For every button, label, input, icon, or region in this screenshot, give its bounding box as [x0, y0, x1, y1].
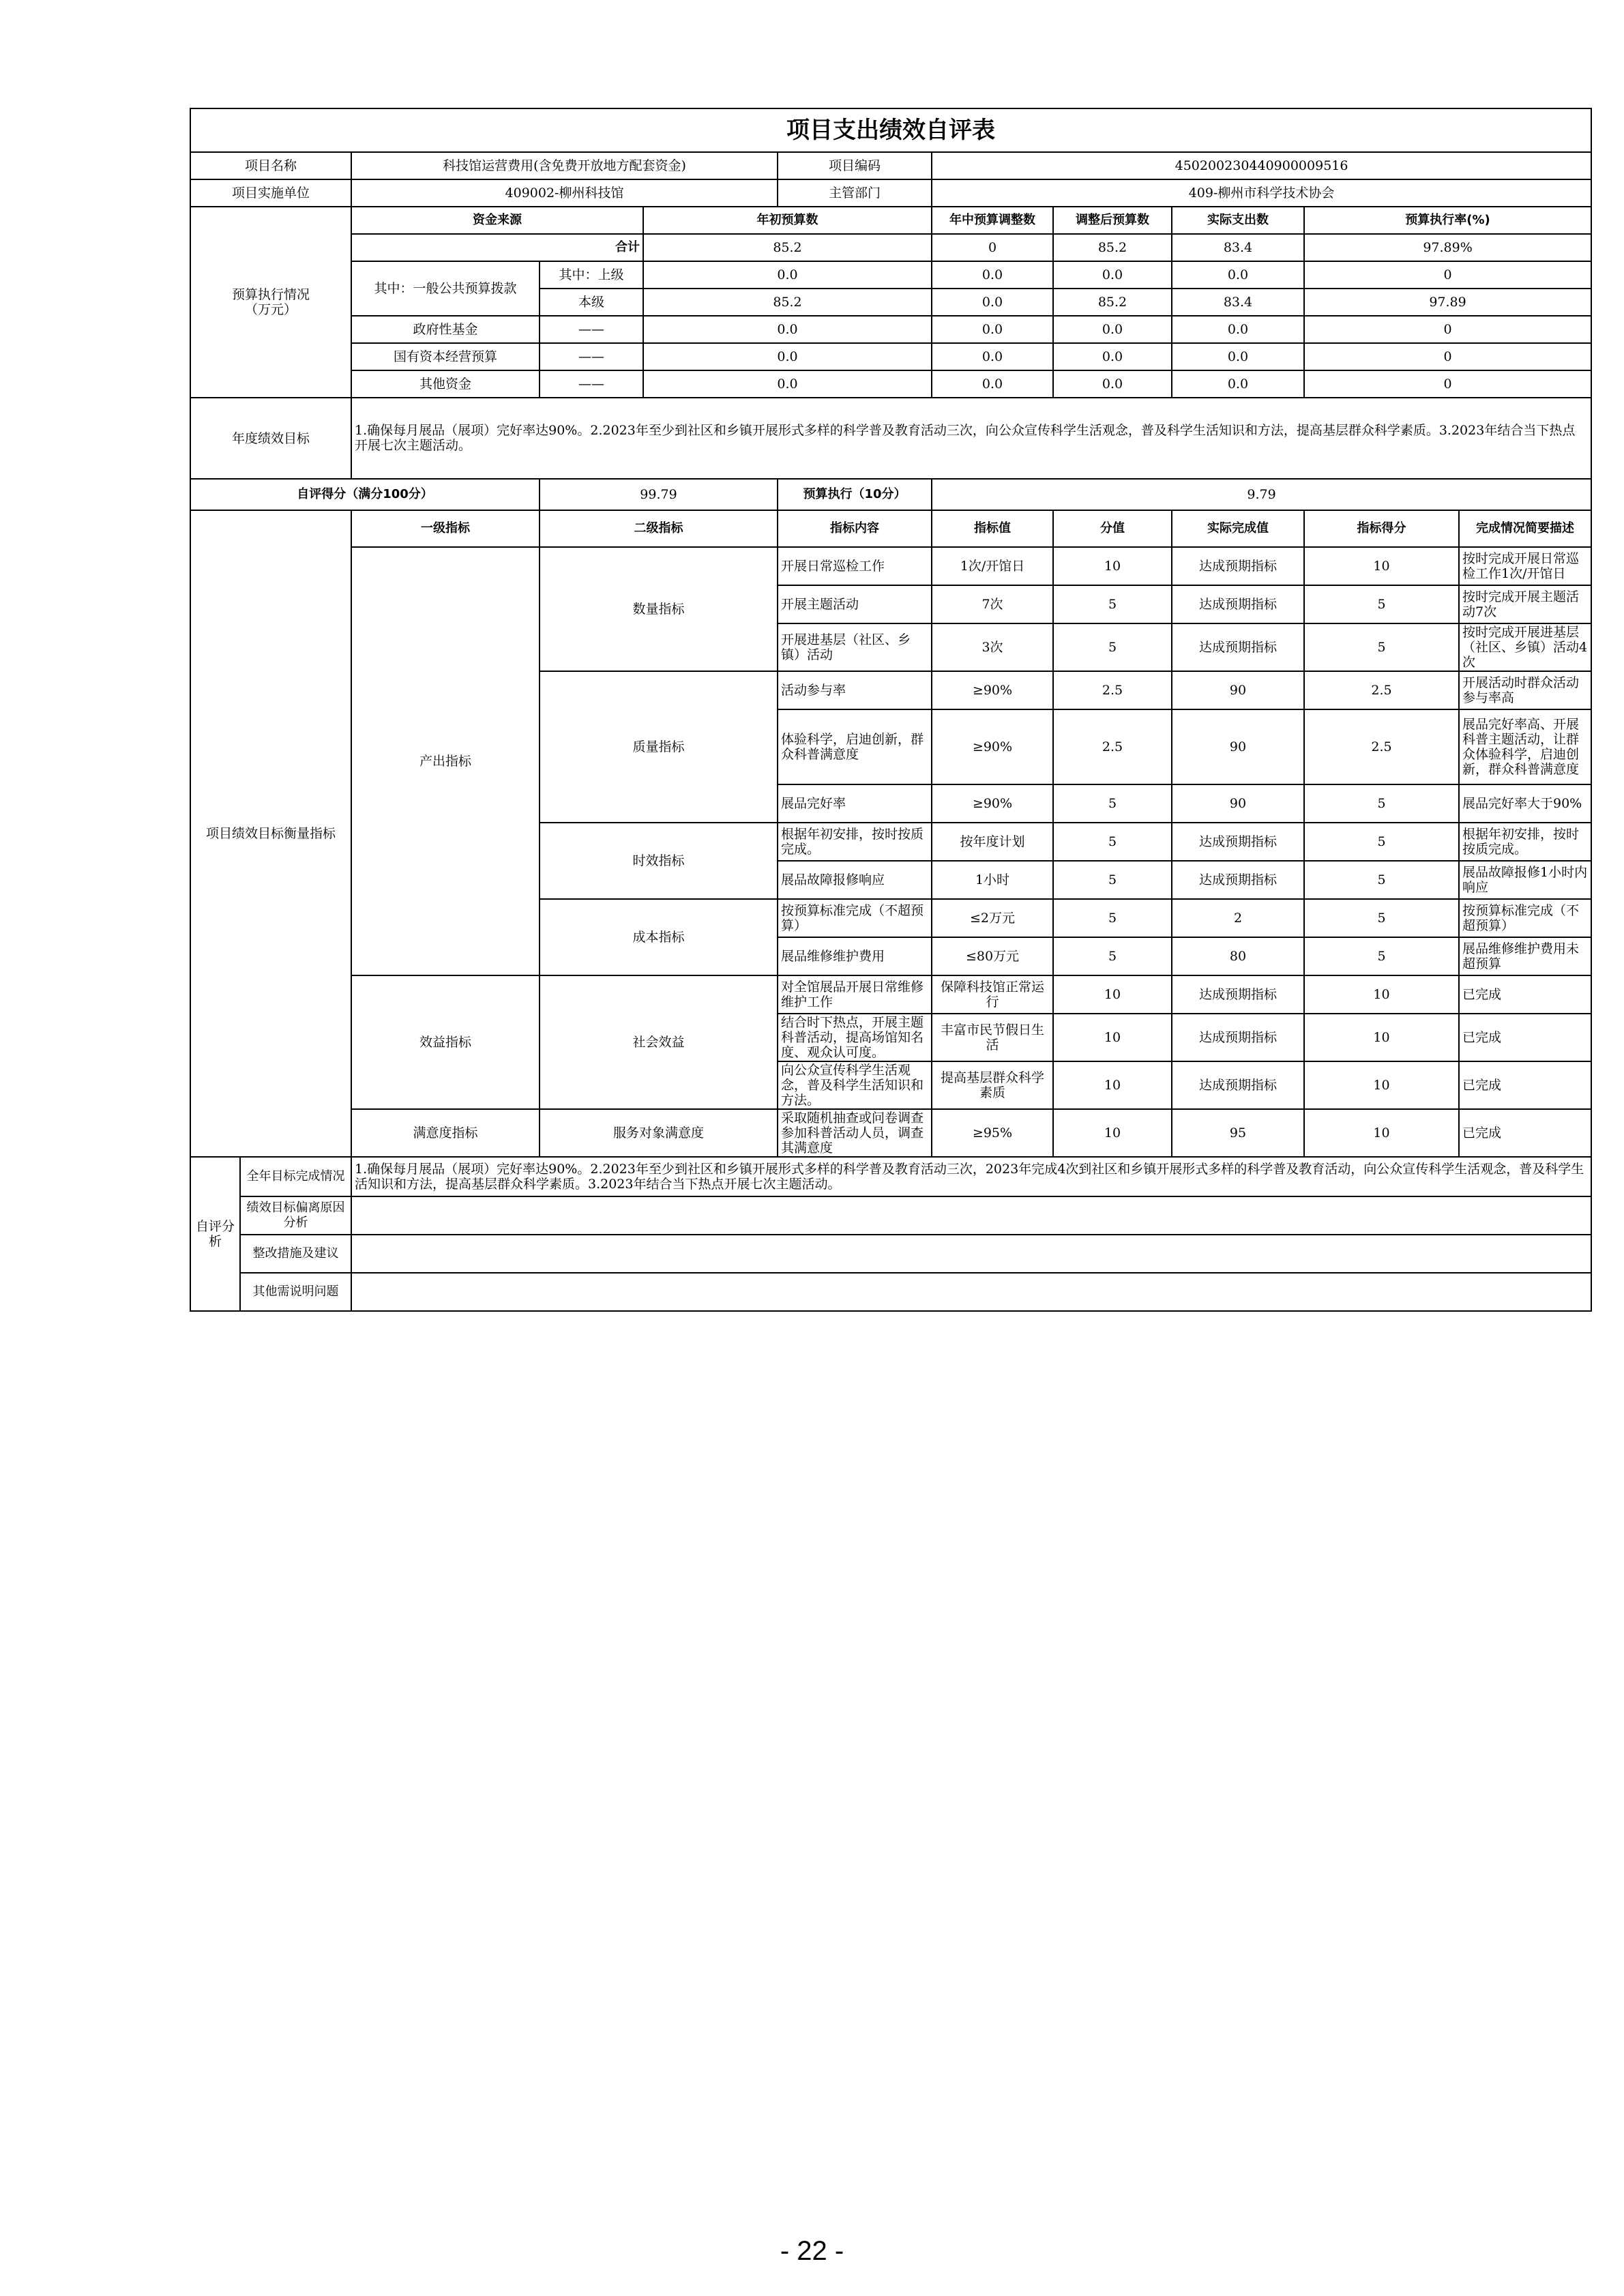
indicator-desc: 展品维修维护费用未超预算 — [1459, 937, 1591, 975]
budget-header-initial: 年初预算数 — [643, 207, 932, 234]
indicator-desc: 展品完好率大于90% — [1459, 784, 1591, 823]
indicator-actual: 90 — [1172, 709, 1304, 784]
indicator-actual: 90 — [1172, 784, 1304, 823]
budget-other-actual: 0.0 — [1172, 370, 1304, 398]
analysis-deviation-label: 绩效目标偏离原因分析 — [240, 1196, 351, 1235]
indicator-score: 10 — [1304, 1014, 1459, 1061]
indicator-content: 活动参与率 — [778, 671, 932, 709]
indicator-target: 7次 — [932, 585, 1053, 623]
analysis-measures-text — [351, 1235, 1591, 1273]
budget-local-adjusted: 85.2 — [1053, 289, 1172, 316]
self-score-label: 自评得分（满分100分） — [190, 479, 540, 510]
budget-header-adjusted: 调整后预算数 — [1053, 207, 1172, 234]
budget-header-rate: 预算执行率(%) — [1304, 207, 1591, 234]
indicator-desc: 按时完成开展进基层（社区、乡镇）活动4次 — [1459, 623, 1591, 671]
indicator-content: 结合时下热点，开展主题科普活动，提高场馆知名度、观众认可度。 — [778, 1014, 932, 1061]
budget-total-actual: 83.4 — [1172, 234, 1304, 261]
indicator-weight: 5 — [1053, 861, 1172, 899]
analysis-measures-label: 整改措施及建议 — [240, 1235, 351, 1273]
budget-other-adjusted: 0.0 — [1053, 370, 1172, 398]
indicator-target: 1小时 — [932, 861, 1053, 899]
project-code-value: 450200230440900009516 — [932, 152, 1591, 179]
budget-gov-fund-adjust: 0.0 — [932, 316, 1053, 343]
indicator-target: 1次/开馆日 — [932, 547, 1053, 585]
budget-local-initial: 85.2 — [643, 289, 932, 316]
budget-gov-fund-initial: 0.0 — [643, 316, 932, 343]
budget-gov-fund-actual: 0.0 — [1172, 316, 1304, 343]
budget-exec-label: 预算执行（10分） — [778, 479, 932, 510]
indicator-target: ≥90% — [932, 784, 1053, 823]
budget-total-label: 合计 — [351, 234, 643, 261]
self-score-value: 99.79 — [540, 479, 778, 510]
budget-gov-fund-rate: 0 — [1304, 316, 1591, 343]
indicator-content: 展品故障报修响应 — [778, 861, 932, 899]
budget-gov-fund-dash: —— — [540, 316, 643, 343]
analysis-completion-text: 1.确保每月展品（展项）完好率达90%。2.2023年至少到社区和乡镇开展形式多样的科学普及教育活动三次，2023年完成4次到社区和乡镇开展形式多样的科学普及教育活动，向公众宣传科学生活观念，普及科学生活知识和方法，提高基层群众科学素质。3.2023年结合当下热点开展七次主题活动。 — [351, 1157, 1591, 1196]
budget-other-initial: 0.0 — [643, 370, 932, 398]
budget-total-initial: 85.2 — [643, 234, 932, 261]
budget-state-capital-adjusted: 0.0 — [1053, 343, 1172, 370]
project-code-label: 项目编码 — [778, 152, 932, 179]
indicator-weight: 5 — [1053, 623, 1172, 671]
budget-state-capital-initial: 0.0 — [643, 343, 932, 370]
dept-value: 409-柳州市科学技术协会 — [932, 179, 1591, 207]
indicator-score: 5 — [1304, 623, 1459, 671]
budget-upper-rate: 0 — [1304, 261, 1591, 289]
indicator-actual: 达成预期指标 — [1172, 585, 1304, 623]
indicator-weight: 5 — [1053, 937, 1172, 975]
budget-header-actual: 实际支出数 — [1172, 207, 1304, 234]
indicator-score: 10 — [1304, 975, 1459, 1014]
indicator-header-desc: 完成情况简要描述 — [1459, 510, 1591, 547]
indicator-desc: 展品故障报修1小时内响应 — [1459, 861, 1591, 899]
page-number: - 22 - — [780, 2236, 844, 2266]
indicator-target: ≤80万元 — [932, 937, 1053, 975]
budget-section-label: 预算执行情况 （万元） — [190, 207, 351, 398]
project-name-value: 科技馆运营费用(含免费开放地方配套资金) — [351, 152, 778, 179]
indicator-actual: 达成预期指标 — [1172, 975, 1304, 1014]
indicator-score: 2.5 — [1304, 671, 1459, 709]
indicator-weight: 2.5 — [1053, 709, 1172, 784]
page-title: 项目支出绩效自评表 — [190, 108, 1591, 152]
indicator-content: 展品完好率 — [778, 784, 932, 823]
annual-goal-label: 年度绩效目标 — [190, 398, 351, 479]
indicator-desc: 按时完成开展日常巡检工作1次/开馆日 — [1459, 547, 1591, 585]
budget-exec-value: 9.79 — [932, 479, 1591, 510]
budget-total-rate: 97.89% — [1304, 234, 1591, 261]
budget-local-rate: 97.89 — [1304, 289, 1591, 316]
indicator-header-score: 指标得分 — [1304, 510, 1459, 547]
indicator-desc: 按时完成开展主题活动7次 — [1459, 585, 1591, 623]
indicator-weight: 5 — [1053, 784, 1172, 823]
indicator-content: 体验科学，启迪创新，群众科普满意度 — [778, 709, 932, 784]
performance-evaluation-table — [190, 108, 1592, 1312]
indicator-score: 5 — [1304, 585, 1459, 623]
indicator-desc: 已完成 — [1459, 1014, 1591, 1061]
indicator-level2-service: 服务对象满意度 — [540, 1109, 778, 1157]
indicator-weight: 10 — [1053, 1014, 1172, 1061]
indicator-score: 5 — [1304, 823, 1459, 861]
indicator-score: 10 — [1304, 1061, 1459, 1109]
indicator-actual: 80 — [1172, 937, 1304, 975]
budget-header-adjust: 年中预算调整数 — [932, 207, 1053, 234]
indicator-target: 3次 — [932, 623, 1053, 671]
unit-label: 项目实施单位 — [190, 179, 351, 207]
budget-other-rate: 0 — [1304, 370, 1591, 398]
indicator-content: 根据年初安排，按时按质完成。 — [778, 823, 932, 861]
indicator-level2-quality: 质量指标 — [540, 671, 778, 823]
indicator-weight: 5 — [1053, 899, 1172, 937]
budget-other-label: 其他资金 — [351, 370, 540, 398]
indicator-weight: 5 — [1053, 823, 1172, 861]
indicator-content: 开展日常巡检工作 — [778, 547, 932, 585]
indicator-content: 按预算标准完成（不超预算） — [778, 899, 932, 937]
indicator-row — [190, 1109, 1591, 1157]
indicator-desc: 已完成 — [1459, 975, 1591, 1014]
budget-gov-fund-label: 政府性基金 — [351, 316, 540, 343]
budget-other-adjust: 0.0 — [932, 370, 1053, 398]
indicator-target: ≥95% — [932, 1109, 1053, 1157]
indicator-header-level1: 一级指标 — [351, 510, 540, 547]
budget-state-capital-dash: —— — [540, 343, 643, 370]
indicator-row — [190, 547, 1591, 585]
indicator-weight: 5 — [1053, 585, 1172, 623]
budget-local-adjust: 0.0 — [932, 289, 1053, 316]
budget-state-capital-rate: 0 — [1304, 343, 1591, 370]
indicator-weight: 10 — [1053, 1061, 1172, 1109]
indicator-target: ≥90% — [932, 671, 1053, 709]
indicator-target: ≥90% — [932, 709, 1053, 784]
budget-state-capital-label: 国有资本经营预算 — [351, 343, 540, 370]
budget-other-dash: —— — [540, 370, 643, 398]
indicator-desc: 已完成 — [1459, 1061, 1591, 1109]
indicator-score: 5 — [1304, 937, 1459, 975]
budget-state-capital-adjust: 0.0 — [932, 343, 1053, 370]
indicator-content: 开展主题活动 — [778, 585, 932, 623]
indicator-content: 开展进基层（社区、乡镇）活动 — [778, 623, 932, 671]
budget-general-label: 其中：一般公共预算拨款 — [351, 261, 540, 316]
indicator-level1-benefit: 效益指标 — [351, 975, 540, 1109]
analysis-other-text — [351, 1273, 1591, 1311]
indicator-level2-timeliness: 时效指标 — [540, 823, 778, 899]
indicator-content: 采取随机抽查或问卷调查参加科普活动人员，调查其满意度 — [778, 1109, 932, 1157]
indicator-content: 展品维修维护费用 — [778, 937, 932, 975]
indicator-level2-social: 社会效益 — [540, 975, 778, 1109]
indicator-actual: 达成预期指标 — [1172, 623, 1304, 671]
indicator-actual: 2 — [1172, 899, 1304, 937]
analysis-other-label: 其他需说明问题 — [240, 1273, 351, 1311]
budget-state-capital-actual: 0.0 — [1172, 343, 1304, 370]
indicator-header-actual: 实际完成值 — [1172, 510, 1304, 547]
indicator-header-target: 指标值 — [932, 510, 1053, 547]
indicator-target: 保障科技馆正常运行 — [932, 975, 1053, 1014]
budget-upper-adjust: 0.0 — [932, 261, 1053, 289]
analysis-deviation-text — [351, 1196, 1591, 1235]
indicator-score: 5 — [1304, 861, 1459, 899]
annual-goal-text: 1.确保每月展品（展项）完好率达90%。2.2023年至少到社区和乡镇开展形式多样的科学普及教育活动三次，向公众宣传科学生活观念，普及科学生活知识和方法，提高基层群众科学素质。3.2023年结合当下热点开展七次主题活动。 — [351, 398, 1591, 479]
budget-upper-label: 其中：上级 — [540, 261, 643, 289]
indicator-desc: 展品完好率高、开展科普主题活动，让群众体验科学，启迪创新，群众科普满意度 — [1459, 709, 1591, 784]
budget-upper-adjusted: 0.0 — [1053, 261, 1172, 289]
indicator-target: 按年度计划 — [932, 823, 1053, 861]
indicator-desc: 根据年初安排，按时按质完成。 — [1459, 823, 1591, 861]
dept-label: 主管部门 — [778, 179, 932, 207]
indicator-level2-cost: 成本指标 — [540, 899, 778, 975]
budget-gov-fund-adjusted: 0.0 — [1053, 316, 1172, 343]
indicator-header-level2: 二级指标 — [540, 510, 778, 547]
budget-local-label: 本级 — [540, 289, 643, 316]
indicator-weight: 10 — [1053, 547, 1172, 585]
indicator-actual: 达成预期指标 — [1172, 861, 1304, 899]
budget-upper-initial: 0.0 — [643, 261, 932, 289]
budget-total-adjusted: 85.2 — [1053, 234, 1172, 261]
indicator-level2-quantity: 数量指标 — [540, 547, 778, 671]
indicator-weight: 2.5 — [1053, 671, 1172, 709]
indicator-actual: 达成预期指标 — [1172, 1014, 1304, 1061]
indicator-header-content: 指标内容 — [778, 510, 932, 547]
analysis-section-label: 自评分析 — [190, 1157, 240, 1311]
indicator-score: 5 — [1304, 899, 1459, 937]
indicator-level1-satisfaction: 满意度指标 — [351, 1109, 540, 1157]
indicator-target: 丰富市民节假日生活 — [932, 1014, 1053, 1061]
indicator-header-weight: 分值 — [1053, 510, 1172, 547]
budget-local-actual: 83.4 — [1172, 289, 1304, 316]
budget-upper-actual: 0.0 — [1172, 261, 1304, 289]
indicator-actual: 95 — [1172, 1109, 1304, 1157]
indicator-weight: 10 — [1053, 975, 1172, 1014]
indicator-desc: 已完成 — [1459, 1109, 1591, 1157]
indicator-score: 2.5 — [1304, 709, 1459, 784]
indicator-target: ≤2万元 — [932, 899, 1053, 937]
indicator-actual: 达成预期指标 — [1172, 1061, 1304, 1109]
indicator-content: 向公众宣传科学生活观念，普及科学生活知识和方法。 — [778, 1061, 932, 1109]
budget-total-adjust: 0 — [932, 234, 1053, 261]
unit-value: 409002-柳州科技馆 — [351, 179, 778, 207]
indicator-desc: 按预算标准完成（不超预算） — [1459, 899, 1591, 937]
indicator-score: 10 — [1304, 547, 1459, 585]
indicator-score: 5 — [1304, 784, 1459, 823]
indicator-actual: 90 — [1172, 671, 1304, 709]
indicator-row — [190, 975, 1591, 1014]
indicator-desc: 开展活动时群众活动参与率高 — [1459, 671, 1591, 709]
indicator-weight: 10 — [1053, 1109, 1172, 1157]
indicator-actual: 达成预期指标 — [1172, 547, 1304, 585]
budget-header-source: 资金来源 — [351, 207, 643, 234]
analysis-completion-label: 全年目标完成情况 — [240, 1157, 351, 1196]
indicators-section-label: 项目绩效目标衡量指标 — [190, 510, 351, 1157]
indicator-level1-output: 产出指标 — [351, 547, 540, 975]
indicator-content: 对全馆展品开展日常维修维护工作 — [778, 975, 932, 1014]
indicator-target: 提高基层群众科学素质 — [932, 1061, 1053, 1109]
indicator-score: 10 — [1304, 1109, 1459, 1157]
indicator-actual: 达成预期指标 — [1172, 823, 1304, 861]
project-name-label: 项目名称 — [190, 152, 351, 179]
